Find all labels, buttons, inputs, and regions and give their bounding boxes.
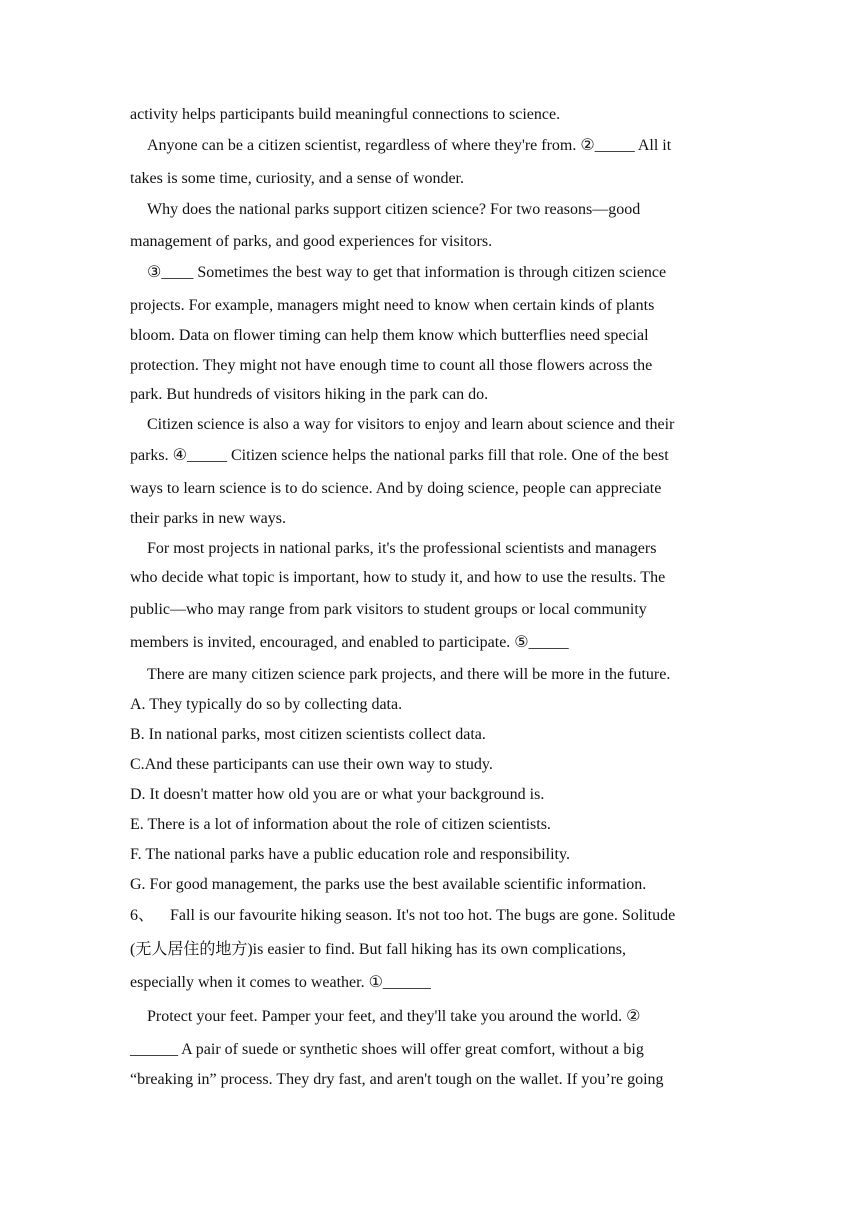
text-line: There are many citizen science park projects, and there will be more in the future.: [147, 666, 671, 683]
text-line: public—who may range from park visitors to student groups or local community: [130, 601, 647, 618]
text-line: who decide what topic is important, how to study it, and how to use the results. The: [130, 569, 666, 586]
text-line: members is invited, encouraged, and enabled to participate. ⑤_____: [130, 634, 569, 651]
text-line: takes is some time, curiosity, and a sense of wonder.: [130, 170, 464, 187]
text-line: Citizen science is also a way for visitors to enjoy and learn about science and their: [147, 416, 675, 433]
text-line: ways to learn science is to do science. And by doing science, people can appreciate: [130, 480, 662, 497]
text-line: parks. ④_____ Citizen science helps the national parks fill that role. One of the best: [130, 447, 669, 464]
text-line: especially when it comes to weather. ①______: [130, 974, 431, 991]
question-6-heading: 6、 Fall is our favourite hiking season. It's not too hot. The bugs are gone. Solitude: [130, 907, 676, 924]
option-d: D. It doesn't matter how old you are or what your background is.: [130, 786, 545, 803]
text-line: park. But hundreds of visitors hiking in the park can do.: [130, 386, 489, 403]
text-line: activity helps participants build meaningful connections to science.: [130, 106, 561, 123]
text-line: Protect your feet. Pamper your feet, and they'll take you around the world. ②: [147, 1008, 641, 1025]
text-line: protection. They might not have enough time to count all those flowers across the: [130, 357, 653, 374]
option-a: A. They typically do so by collecting data.: [130, 696, 403, 713]
option-b: B. In national parks, most citizen scientists collect data.: [130, 726, 486, 743]
text-line: Anyone can be a citizen scientist, regardless of where they're from. ②_____ All it: [147, 137, 672, 154]
option-g: G. For good management, the parks use the best available scientific information.: [130, 876, 647, 893]
text-line: “breaking in” process. They dry fast, and aren't tough on the wallet. If you’re going: [130, 1071, 664, 1088]
text-line: management of parks, and good experiences for visitors.: [130, 233, 493, 250]
text-line: their parks in new ways.: [130, 510, 286, 527]
option-c: C.And these participants can use their own way to study.: [130, 756, 493, 773]
text-line: ③____ Sometimes the best way to get that information is through citizen science: [147, 264, 667, 281]
option-e: E. There is a lot of information about the role of citizen scientists.: [130, 816, 551, 833]
text-line: ______ A pair of suede or synthetic shoes will offer great comfort, without a big: [130, 1041, 644, 1058]
option-f: F. The national parks have a public education role and responsibility.: [130, 846, 570, 863]
text-line: bloom. Data on flower timing can help them know which butterflies need special: [130, 327, 649, 344]
text-line: projects. For example, managers might need to know when certain kinds of plants: [130, 297, 655, 314]
text-line: Why does the national parks support citizen science? For two reasons—good: [147, 201, 641, 218]
text-line: For most projects in national parks, it's the professional scientists and managers: [147, 540, 657, 557]
text-line: (无人居住的地方)is easier to find. But fall hiking has its own complications,: [130, 941, 626, 958]
